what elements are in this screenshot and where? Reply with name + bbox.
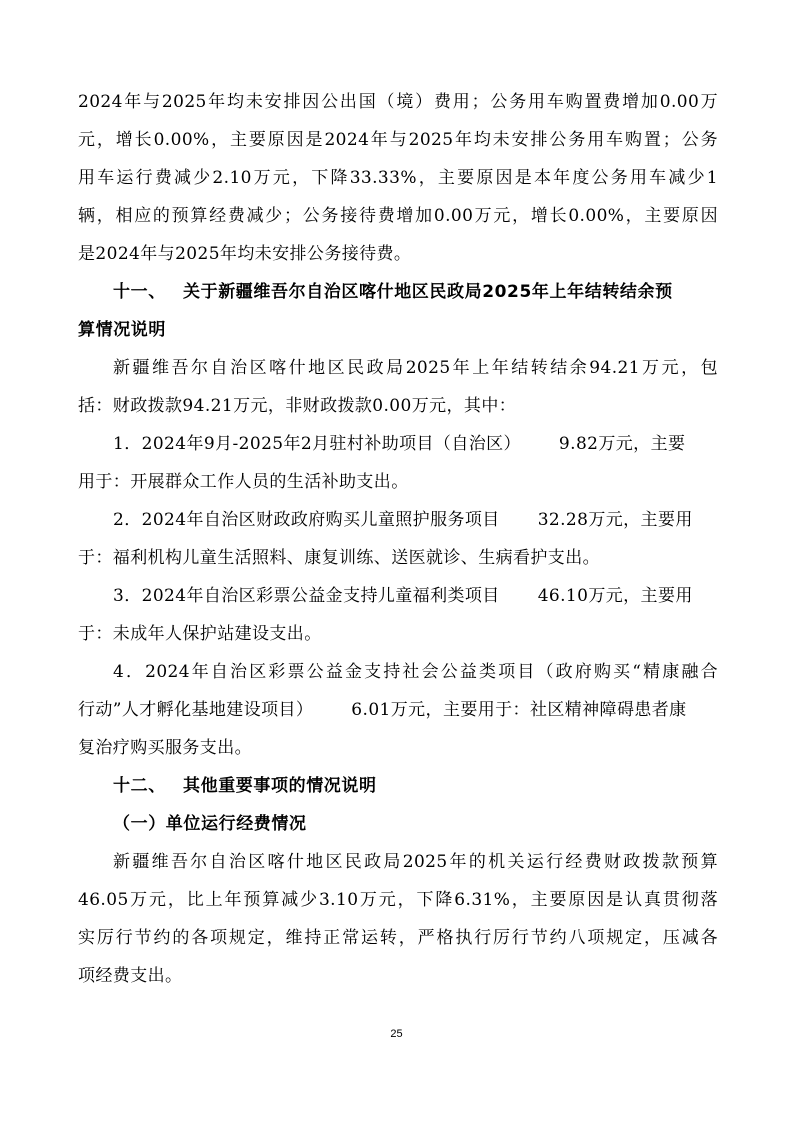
list-item: 4．2024年自治区彩票公益金支持社会公益类项目（政府购买“精康融合 (113, 662, 718, 682)
list-item (113, 584, 718, 608)
list-item-cont: 用于：开展群众工作人员的生活补助支出。 (78, 472, 409, 492)
paragraph-line: 实厉行节约的各项规定，维持正常运转，严格执行厉行节约八项规定，压减各 (78, 928, 718, 948)
section-11-heading-cont: 算情况说明 (78, 320, 166, 340)
item-name: 1．2024年9月-2025年2月驻村补助项目（自治区） (113, 434, 521, 454)
section-title: 其他重要事项的情况说明 (183, 776, 377, 796)
paragraph-line: 新疆维吾尔自治区喀什地区民政局2025年的机关运行经费财政拨款预算 (113, 852, 718, 872)
paragraph-line: 2024年与2025年均未安排因公出国（境）费用；公务用车购置费增加0.00万 (78, 92, 718, 112)
list-item-cont: 于：福利机构儿童生活照料、康复训练、送医就诊、生病看护支出。 (78, 548, 600, 568)
paragraph-line: 项经费支出。 (78, 966, 183, 986)
paragraph-line: 46.05万元，比上年预算减少3.10万元，下降6.31%，主要原因是认真贯彻落 (78, 890, 718, 910)
list-item-cont: 复治疗购买服务支出。 (78, 738, 252, 758)
item-name: 行动”人才孵化基地建设项目） (78, 700, 314, 720)
page-number: 25 (390, 1028, 403, 1040)
item-amount: 9.82万元，主要 (558, 434, 686, 454)
item-amount: 32.28万元，主要用 (537, 510, 693, 530)
list-item (113, 432, 718, 456)
item-name: 2．2024年自治区财政政府购买儿童照护服务项目 (113, 510, 500, 530)
section-11-heading (113, 280, 718, 304)
item-amount: 6.01万元，主要用于：社区精神障碍患者康 (351, 700, 687, 720)
subsection-heading: （一）单位运行经费情况 (113, 814, 307, 834)
section-number: 十二、 (113, 776, 166, 796)
section-number: 十一、 (113, 282, 166, 302)
paragraph-line: 元，增长0.00%，主要原因是2024年与2025年均未安排公务用车购置；公务 (78, 130, 718, 150)
section-title: 关于新疆维吾尔自治区喀什地区民政局2025年上年结转结余预 (183, 282, 673, 302)
paragraph-line: 辆，相应的预算经费减少；公务接待费增加0.00万元，增长0.00%，主要原因 (78, 206, 718, 226)
item-amount: 46.10万元，主要用 (537, 586, 693, 606)
paragraph-line: 是2024年与2025年均未安排公务接待费。 (78, 244, 412, 264)
paragraph-line: 用车运行费减少2.10万元，下降33.33%，主要原因是本年度公务用车减少1 (78, 168, 718, 188)
item-name: 3．2024年自治区彩票公益金支持儿童福利类项目 (113, 586, 500, 606)
list-item (113, 508, 718, 532)
section-12-heading (113, 774, 718, 798)
paragraph-line: 括：财政拨款94.21万元，非财政拨款0.00万元，其中： (78, 396, 517, 416)
list-item-cont (78, 698, 718, 722)
list-item-cont: 于：未成年人保护站建设支出。 (78, 624, 322, 644)
paragraph-line: 新疆维吾尔自治区喀什地区民政局2025年上年结转结余94.21万元，包 (113, 358, 718, 378)
